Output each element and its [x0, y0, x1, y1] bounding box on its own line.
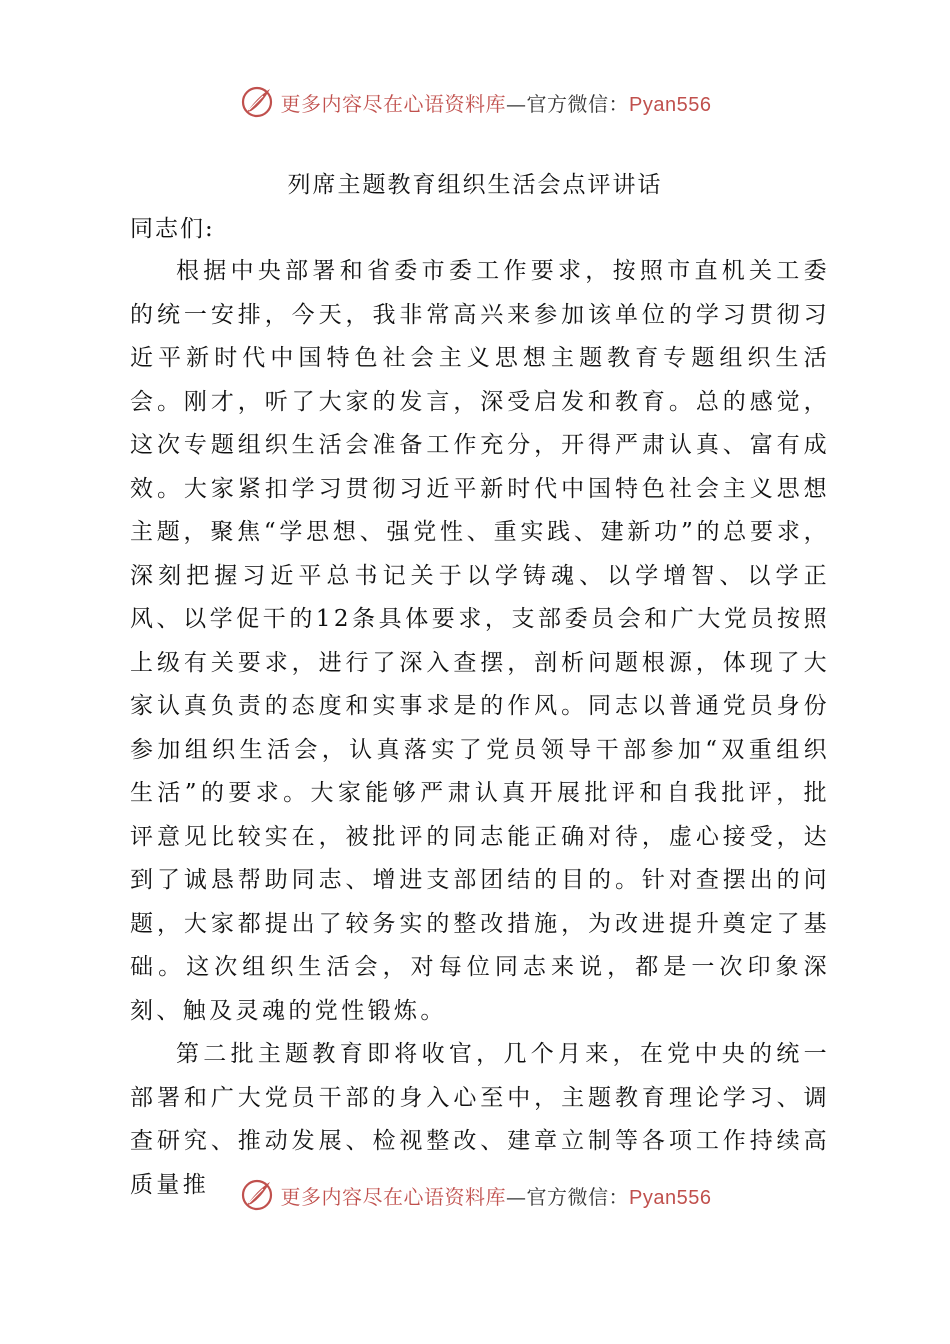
watermark-brand: 更多内容尽在心语资料库 — [280, 91, 507, 116]
watermark-separator: — — [506, 91, 527, 116]
document-body — [130, 250, 830, 1207]
watermark-text — [281, 88, 712, 117]
watermark-brand: 更多内容尽在心语资料库 — [280, 1184, 507, 1209]
watermark-banner-bottom — [0, 1177, 950, 1213]
watermark-contact-label: 官方微信： — [526, 1184, 630, 1209]
paragraph: 第二批主题教育即将收官，几个月来，在党中央的统一部署和广大党员干部的身入心至中，主题教育理论学习、调查研究、推动发展、检视整改、建章立制等各项工作持续高质量推 — [130, 1041, 830, 1198]
watermark-contact-label: 官方微信： — [526, 91, 630, 116]
document-title: 列席主题教育组织生活会点评讲话 — [287, 172, 663, 198]
watermark-text — [281, 1181, 712, 1210]
paragraph: 根据中央部署和省委市委工作要求，按照市直机关工委的统一安排，今天，我非常高兴来参加该单位的学习贯彻习近平新时代中国特色社会主义思想主题教育专题组织生活会。刚才，听了大家的发言，深受启发和教育。总的感觉，这次专题组织生活会准备工作充分，开得严肃认真、富有成效。大家紧扣学习贯彻习近平新时代中国特色社会主义思想主题，聚焦“学思想、强党性、重实践、建新功”的总要求，深刻把握习近平总书记关于以学铸魂、以学增智、以学正风、以学促干的12条具体要求，支部委员会和广大党员按照上级有关要求，进行了深入查摆，剖析问题根源，体现了大家认真负责的态度和实事求是的作风。同志以普通党员身份参加组织生活会，认真落实了党员领导干部参加“双重组织生活”的要求。大家能够严肃认真开展批评和自我批评，批评意见比较实在，被批评的同志能正确对待，虚心接受，达到了诚恳帮助同志、增进支部团结的目的。针对查摆出的问题，大家都提出了较务实的整改措施，为改进提升奠定了基础。这次组织生活会，对每位同志来说，都是一次印象深刻、触及灵魂的党性锻炼。 — [130, 258, 830, 1024]
watermark-contact-id: Pyan556 — [629, 1186, 712, 1209]
watermark-separator: — — [506, 1184, 527, 1209]
watermark-banner-top — [0, 84, 950, 120]
watermark-contact-id: Pyan556 — [629, 93, 712, 116]
quill-pen-logo-icon — [239, 84, 275, 120]
salutation: 同志们: — [130, 216, 215, 242]
quill-pen-logo-icon — [239, 1177, 275, 1213]
